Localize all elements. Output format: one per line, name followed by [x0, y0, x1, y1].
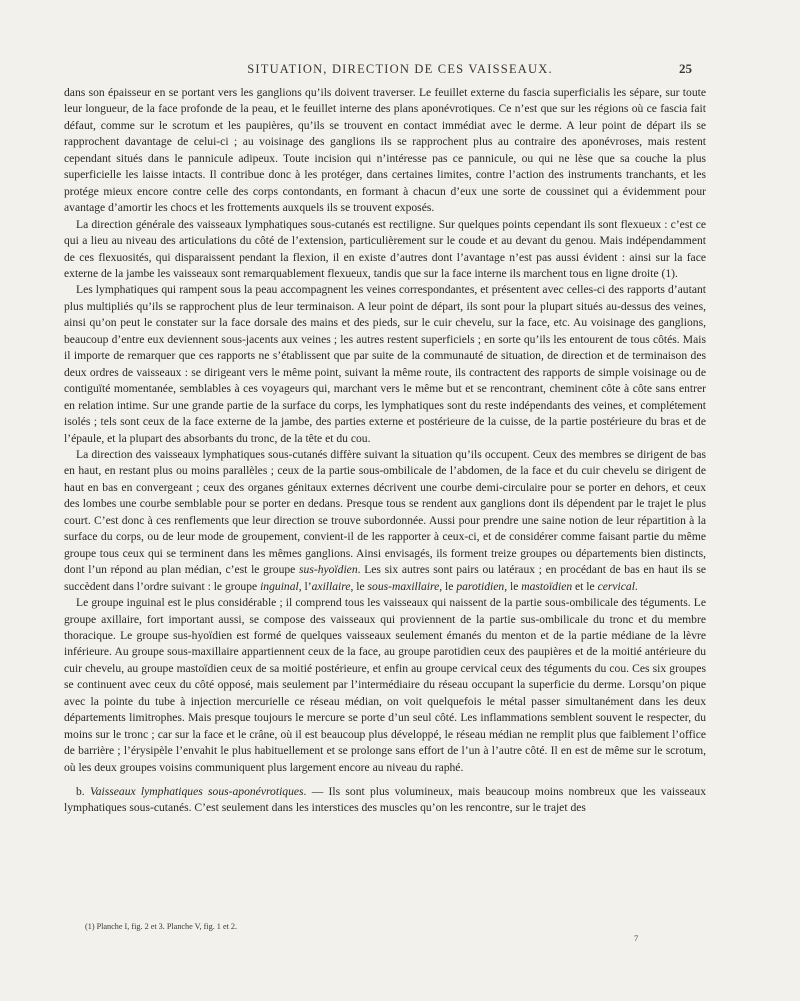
text-run: , l’	[298, 579, 312, 593]
paragraph	[64, 595, 706, 776]
running-title: SITUATION, DIRECTION DE CES VAISSEAUX.	[247, 62, 553, 76]
text-run: b.	[76, 785, 90, 799]
text-run: dans son épaisseur en se portant vers les ganglions qu’ils doivent traverser. Le feuillet externe du fascia superficialis les sépare, sur toute leur longueur, de la face profonde de la peau, et le feuillet interne des plans aponévrotiques. Ce n’est que sur les régions où ce fascia fait défaut, comme sur le scrotum et les paupières, qu’ils se trouvent en contact immédiat avec le derme. A leur point de départ ils se rapprochent davantage de celui-ci ; au voisinage des ganglions ils se rapprochent plus au contraire des aponévroses, mais restent cependant situés dans le pannicule adipeux. Toute incision qui n’intéresse pas ce pannicule, ou qui ne lèse que sa couche la plus superficielle les laisse intacts. Il contribue donc à les protéger, dans certaines limites, contre l’action des instruments tranchants, et les protége mieux encore contre celle des corps contondants, en formant à chacun d’eux une sorte de coussinet qui a évidemment pour avantage d’amortir les chocs et les frottements auxquels ils se trouvent exposés.	[64, 86, 706, 215]
text-run: . — Ils sont plus volumineux, mais beaucoup moins nombreux que les vaisseaux lymphatiques sous-cutanés. C’est seulement dans les interstices des muscles qu’on les rencontre, sur le trajet des	[64, 785, 707, 815]
text-run: Les lymphatiques qui rampent sous la peau accompagnent les veines correspondantes, et présentent avec celles-ci des rapports d’autant plus multipliés qu’ils se rapprochent plus de leur terminaison. A leur point de départ, ils sont pour la plupart situés au-dessus des veines, ainsi qu’on peut le constater sur la face dorsale des mains et des pieds, sur le cuir chevelu, sur la face, etc. Au voisinage des ganglions, beaucoup d’entre eux deviennent sous-jacents aux veines ; les autres restent superficiels ; en sorte qu’ils les entourent de tous côtés. Mais il importe de remarquer que ces rapports ne s’établissent que par suite de la communauté de situation, de direction et de terminaison des deux ordres de vaisseaux : se dirigeant vers le même point, suivant la même route, ils contractent des rapports de simple voisinage ou de contiguïté momentanée, semblables à ces voyageurs qui, marchant vers le même but et se rencontrant, cheminent côte à côte sans entrer en relation intime. Sur une grande partie de la surface du corps, les lymphatiques sont du reste indépendants des veines, et complétement isolés ; tels sont ceux de la face externe de la jambe, des parties externe et postérieure de la cuisse, de la partie postérieure du bras et de l’épaule, et la plupart des absorbants du tronc, de la tête et du cou.	[64, 283, 706, 445]
italic-term: sus-hyoïdien	[299, 563, 358, 577]
text-run: La direction des vaisseaux lymphatiques sous-cutanés diffère suivant la situation qu’ils occupent. Ceux des membres se dirigent de bas en haut, en restant plus ou moins parallèles ; ceux de la partie sous-ombilicale de l’abdomen, de la face et du cuir chevelu se dirigent de haut en bas en convergeant ; ceux des organes génitaux externes décrivent une courbe demi-circulaire pour se porter en dehors, et ceux des lombes une courbe semblable pour se porter en dedans. Presque tous se rendent aux ganglions dont ils dépendent par le trajet le plus court. C’est donc à ces renflements que leur direction se trouve subordonnée. Aussi pour prendre une saine notion de leur répartition à la surface du corps, ou de leur mode de groupement, convient-il de les rapporter à ceux-ci, et de considérer comme faisant partie du même groupe tous ceux qui se terminent dans les mêmes ganglions. Ainsi envisagés, ils forment treize groupes ou départements bien distincts, dont l’un répond au plan médian, c’est le groupe	[64, 447, 706, 577]
footnote: (1) Planche I, fig. 2 et 3. Planche V, fig. 1 et 2.	[85, 922, 238, 931]
text-run: , le	[439, 579, 457, 593]
text-run: Le groupe inguinal est le plus considérable ; il comprend tous les vaisseaux qui naissent de la partie sous-ombilicale des téguments. Le groupe axillaire, fort important aussi, se compose des vaisseaux qui proviennent de la partie sus-ombilicale du tronc et du membre thoracique. Le groupe sus-hyoïdien est formé de quelques vaisseaux seulement émanés du menton et de la partie médiane de la lèvre inférieure. Au groupe sous-maxillaire appartiennent ceux de la face, au groupe parotidien ceux des paupières et de la moitié antérieure du cuir chevelu, au groupe mastoïdien ceux de sa moitié postérieure, et enfin au groupe cervical ceux des téguments du cou. Ces six groupes se continuent avec ceux du côté opposé, mais seulement par l’intermédiaire du réseau occupant la superficie du derme. Lorsqu’on pique avec la pointe du tube à injection mercurielle ce réseau médian, on voit quelquefois le métal passer simultanément dans les deux départements limitrophes. Mais presque toujours le mercure se porte d’un seul côté. Les inflammations semblent souvent le respecter, du moins sur le tronc ; car sur la face et le crâne, où il est beaucoup plus développé, le réseau médian ne remplit plus que faiblement l’office de barrière ; l’érysipèle l’envahit le plus habituellement et se prolonge sans effort de l’un à l’autre côté. Il en est de même sur le scrotum, où les deux groupes voisins communiquent plus largement encore au niveau du raphé.	[64, 596, 706, 774]
italic-term: sous-maxillaire	[367, 579, 440, 593]
page-header	[0, 62, 800, 78]
text-run: .	[634, 579, 638, 593]
body-text	[64, 85, 706, 817]
italic-term: Vaisseaux lymphatiques sous-aponévrotiques	[89, 785, 304, 799]
paragraph	[64, 447, 706, 595]
paragraph	[64, 85, 706, 217]
text-run: et le	[572, 579, 598, 593]
italic-term: axillaire	[311, 579, 351, 593]
text-run: , le	[504, 579, 522, 593]
italic-term: cervical	[597, 579, 635, 593]
text-run: . Les six autres sont pairs ou latéraux ; en procédant de bas en haut ils se succèdent dans l’ordre suivant : le groupe	[64, 563, 706, 593]
paragraph	[64, 784, 706, 817]
italic-term: parotidien	[456, 579, 505, 593]
paragraph	[64, 217, 706, 283]
text-run: , le	[350, 579, 368, 593]
signature-mark: 7	[634, 933, 639, 943]
text-run: La direction générale des vaisseaux lymphatiques sous-cutanés est rectiligne. Sur quelques points cependant ils sont flexueux : c’est ce qui a lieu au niveau des articulations du côté de l’extension, particulièrement sur le coude et au devant du genou. Mais indépendamment de ces flexuosités, qui disparaissent pendant la flexion, il en existe d’autres dont l’avantage n’est pas aussi évident : ainsi sur la face externe de la jambe les vaisseaux sont remarquablement flexueux, tandis que sur la face interne ils marchent tous en ligne droite (1).	[64, 217, 706, 280]
paragraph	[64, 282, 706, 447]
italic-term: mastoïdien	[521, 579, 573, 593]
page-number: 25	[679, 61, 692, 76]
italic-term: inguinal	[260, 579, 299, 593]
